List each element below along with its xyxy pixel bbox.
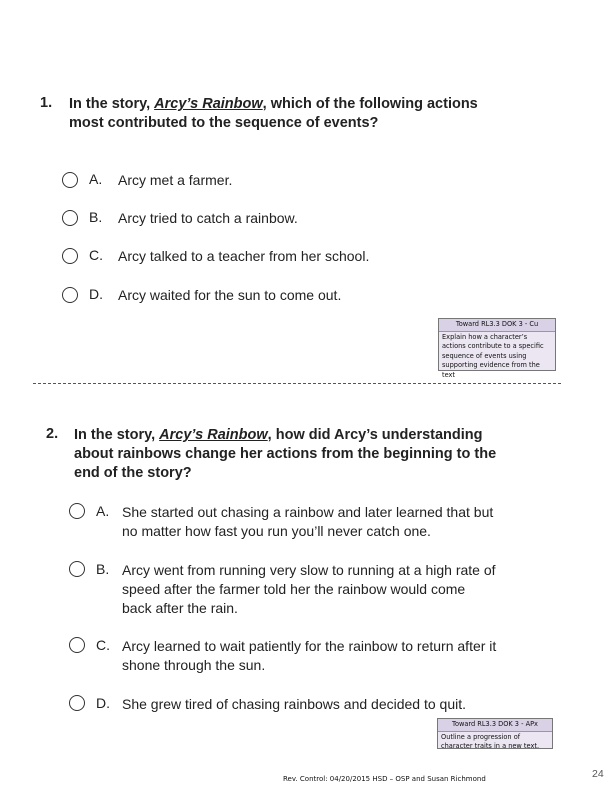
option-text-line-1: Arcy went from running very slow to running at a high rate of	[122, 562, 496, 578]
question-2-story-title: Arcy’s Rainbow	[159, 427, 268, 443]
question-2-prefix: In the story,	[74, 427, 160, 443]
section-divider	[33, 383, 561, 384]
radio-button[interactable]	[62, 248, 78, 264]
option-text: Arcy waited for the sun to come out.	[118, 287, 342, 303]
option-text-line-1: Arcy learned to wait patiently for the rainbow to return after it	[122, 638, 497, 654]
radio-button[interactable]	[69, 637, 85, 653]
question-1-prefix: In the story,	[69, 96, 155, 112]
radio-button[interactable]	[62, 172, 78, 188]
option-letter: B.	[96, 561, 110, 577]
page-number: 24	[592, 768, 604, 780]
option-text-line-2: no matter how fast you run you’ll never catch one.	[122, 523, 431, 539]
standard-header: Toward RL3.3 DOK 3 - APx	[438, 719, 552, 732]
option-text-line-2: speed after the farmer told her the rainbow would come	[122, 581, 466, 597]
question-1-rest: , which of the following actions	[262, 96, 478, 112]
question-1-prompt-line-1	[69, 95, 478, 114]
question-1-prompt-line-2: most contributed to the sequence of events?	[69, 115, 379, 131]
option-text-line-2: shone through the sun.	[122, 657, 266, 673]
radio-button[interactable]	[69, 695, 85, 711]
footer-revision: Rev. Control: 04/20/2015 HSD – OSP and Susan Richmond	[283, 775, 486, 783]
option-letter: C.	[96, 637, 110, 653]
radio-button[interactable]	[69, 561, 85, 577]
option-letter: A.	[89, 171, 103, 187]
option-letter: D.	[96, 695, 110, 711]
standard-header: Toward RL3.3 DOK 3 - Cu	[439, 319, 555, 332]
question-2-number: 2.	[46, 426, 59, 442]
standard-box-1	[438, 318, 556, 379]
standard-body: Explain how a character’s actions contribute to a specific sequence of events using supporting evidence from the text	[442, 332, 544, 379]
option-text: Arcy tried to catch a rainbow.	[118, 210, 298, 226]
option-text: Arcy talked to a teacher from her school.	[118, 248, 370, 264]
option-letter: D.	[89, 286, 103, 302]
radio-button[interactable]	[62, 287, 78, 303]
option-text-line-1: She started out chasing a rainbow and later learned that but	[122, 504, 494, 520]
option-text-line-3: back after the rain.	[122, 600, 238, 616]
standard-body: Outline a progression of character traits in a new text.	[441, 732, 540, 751]
option-letter: C.	[89, 247, 103, 263]
question-2-prompt-line-3: end of the story?	[74, 465, 192, 481]
option-letter: A.	[96, 503, 110, 519]
radio-button[interactable]	[69, 503, 85, 519]
question-2-rest: , how did Arcy’s understanding	[267, 427, 483, 443]
question-1-number: 1.	[40, 95, 53, 111]
option-text-line-1: She grew tired of chasing rainbows and decided to quit.	[122, 696, 466, 712]
option-text: Arcy met a farmer.	[118, 172, 233, 188]
radio-button[interactable]	[62, 210, 78, 226]
question-1-story-title: Arcy’s Rainbow	[154, 96, 263, 112]
question-2-prompt-line-2: about rainbows change her actions from the beginning to the	[74, 446, 497, 462]
option-letter: B.	[89, 209, 103, 225]
standard-box-2	[437, 718, 553, 749]
question-2-prompt-line-1	[74, 426, 483, 445]
